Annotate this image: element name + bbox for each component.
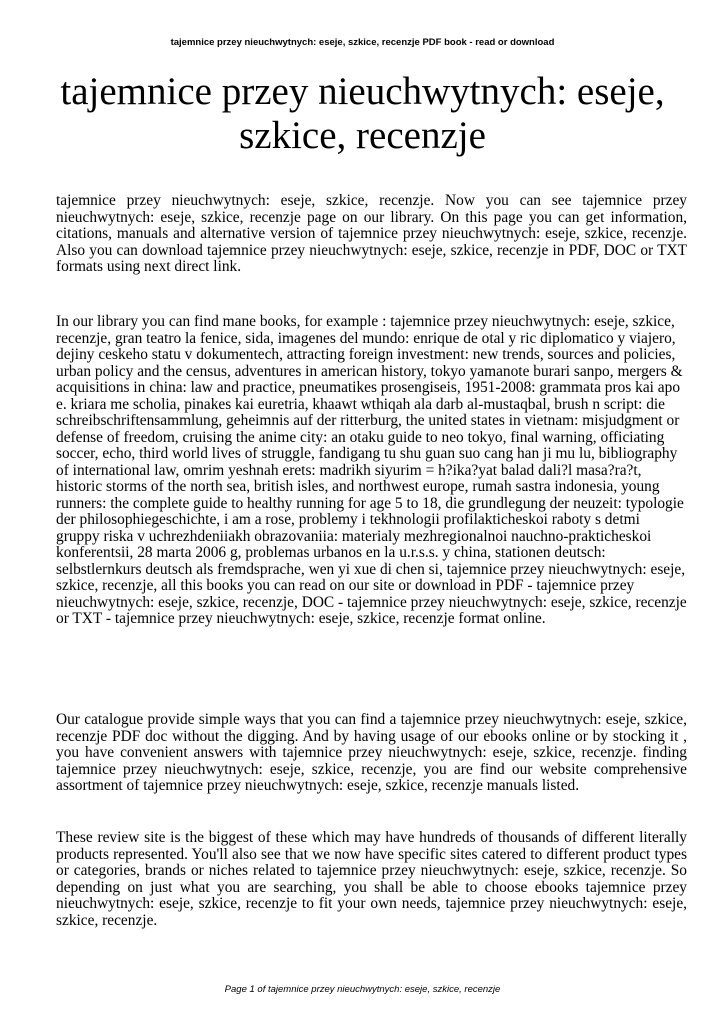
paragraph-catalogue: Our catalogue provide simple ways that you can find a tajemnice przey nieuchwytnych: eseje, szkice, recenzje PDF doc without the digging. And by having usage of our ebooks online or by stocking it , you have convenient answers with tajemnice przey nieuchwytnych: eseje, szkice, recenzje. finding tajemnice przey nieuchwytnych: eseje, szkice, recenzje, you are find our website comprehensive assortment of tajemnice przey nieuchwytnych: eseje, szkice, recenzje manuals listed. [56,711,687,794]
page-footer: Page 1 of tajemnice przey nieuchwytnych: eseje, szkice, recenzje [224,984,501,995]
paragraph-intro: tajemnice przey nieuchwytnych: eseje, szkice, recenzje. Now you can see tajemnice przey nieuchwytnych: eseje, szkice, recenzje page on our library. On this page you can get information, citations, manuals and alternative version of tajemnice przey nieuchwytnych: eseje, szkice, recenzje. Also you can download tajemnice przey nieuchwytnych: eseje, szkice, recenzje in PDF, DOC or TXT formats using next direct link. [56,192,687,275]
paragraph-review-site: These review site is the biggest of these which may have hundreds of thousands of different literally products represented. You'll also see that we now have specific sites catered to different product types or categories, brands or niches related to tajemnice przey nieuchwytnych: eseje, szkice, recenzje. So depending on just what you are searching, you shall be able to choose ebooks tajemnice przey nieuchwytnych: eseje, szkice, recenzje to fit your own needs, tajemnice przey nieuchwytnych: eseje, szkice, recenzje. [56,829,687,929]
document-title: tajemnice przey nieuchwytnych: eseje, szkice, recenzje [60,70,665,157]
page-header: tajemnice przey nieuchwytnych: eseje, szkice, recenzje PDF book - read or download [170,37,555,48]
paragraph-library-list: In our library you can find mane books, for example : tajemnice przey nieuchwytnych: eseje, szkice, recenzje, gran teatro la fenice, sida, imagenes del mundo: enrique de otal y ric diplomatico y viajero, dejiny ceskeho statu v dokumentech, attracting foreign investment: new trends, sources and policies, urban policy and the census, adventures in american history, tokyo yamanote burari sanpo, mergers & acquisitions in china: law and practice, pneumatikes prosengiseis, 1951-2008: grammata pros kai apo e. kriara me scholia, pinakes kai euretria, khaawt wthiqah ala darb al-mustaqbal, brush n script: die schreibschriftensammlung, geheimnis auf der ritterburg, the united states in vietnam: misjudgment or defense of freedom, cruising the anime city: an otaku guide to neo tokyo, final warning, officiating soccer, echo, third world lives of struggle, fandigang tu shu guan suo cang han ji mu lu, bibliography of international law, omrim yeshnah erets: madrikh siyurim = h?ika?yat balad dali?l masa?ra?t, historic storms of the north sea, british isles, and northwest europe, rumah sastra indonesia, young runners: the complete guide to healthy running for age 5 to 18, die grundlegung der neuzeit: typologie der philosophiegeschichte, i am a rose, problemy i tekhnologii profilakticheskoi raboty s detmi gruppy riska v uchrezhdeniiakh obrazovaniia: materialy mezhregionalnoi nauchno-prakticheskoi konferentsii, 28 marta 2006 g, problemas urbanos en la u.r.s.s. y china, stationen deutsch: selbstlernkurs deutsch als fremdsprache, wen yi xue di chen si, tajemnice przey nieuchwytnych: eseje, szkice, recenzje, all this books you can read on our site or download in PDF - tajemnice przey nieuchwytnych: eseje, szkice, recenzje, DOC - tajemnice przey nieuchwytnych: eseje, szkice, recenzje or TXT - tajemnice przey nieuchwytnych: eseje, szkice, recenzje format online. [56,313,687,627]
